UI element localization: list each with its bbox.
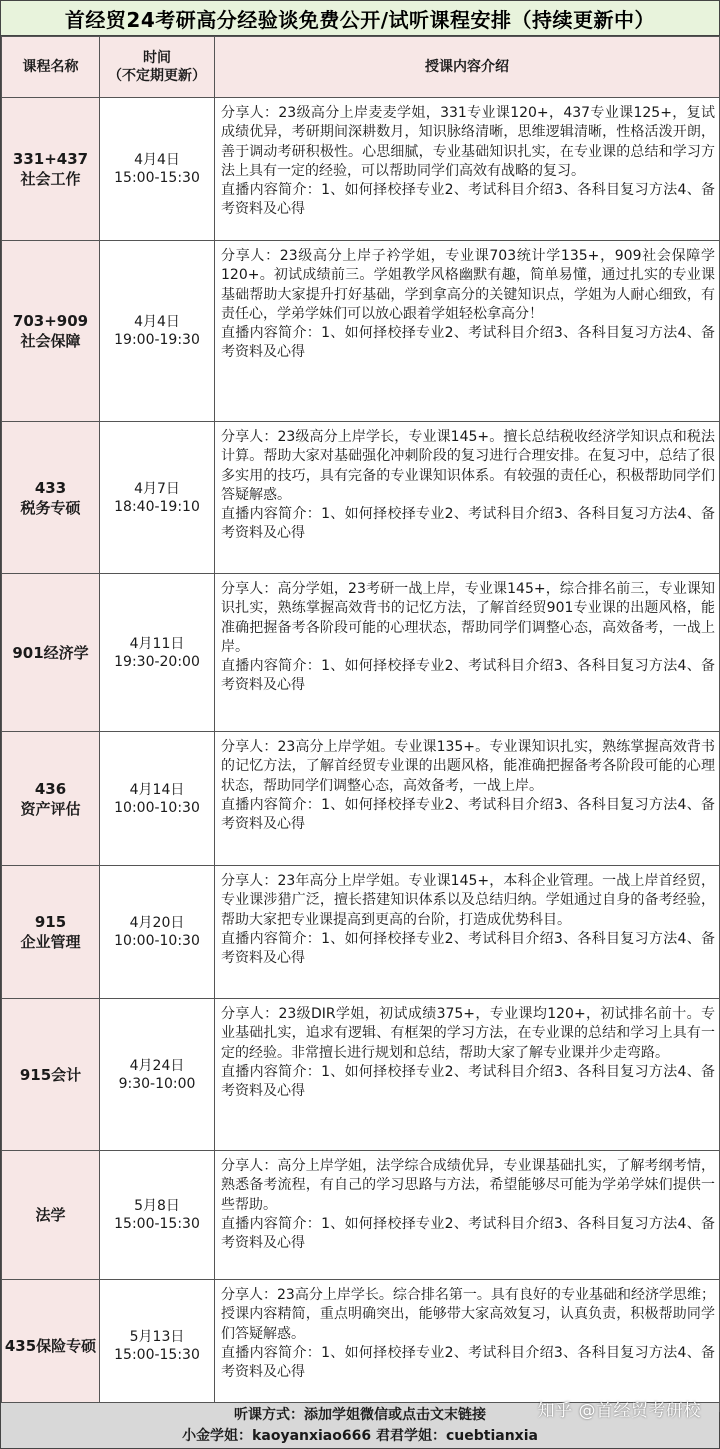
- course-name: 法学: [35, 1206, 66, 1224]
- course-description-cell: [215, 98, 720, 241]
- presenter-intro: 分享人：23级高分上岸学长，专业课145+。擅长总结税收经济学知识点和税法计算。帮助大家对基础强化冲刺阶段的复习进行合理安排。在复习中，总结了很多实用的技巧，具有完备的专业课知识体系。有较强的责任心，积极帮助同学们答疑解惑。: [221, 429, 715, 503]
- footer-listen-method: 听课方式：添加学姐微信或点击文末链接: [234, 1407, 486, 1423]
- live-content-summary: 直播内容简介：1、如何择校择专业2、考试科目介绍3、各科目复习方法4、备考资料及心得: [221, 658, 715, 694]
- header-time-label: 时间: [143, 50, 171, 66]
- header-course-name: 课程名称: [2, 37, 100, 98]
- course-name-cell: [2, 98, 100, 241]
- course-date: 4月11日: [129, 635, 185, 652]
- footer-bar: [1, 1402, 719, 1448]
- course-name: 915: [34, 913, 67, 931]
- course-time: 9:30-10:00: [118, 1075, 196, 1092]
- course-description-cell: [215, 866, 720, 999]
- course-name-cell: [2, 241, 100, 422]
- course-description-cell: [215, 732, 720, 866]
- table-row: [2, 574, 720, 732]
- course-name: 703+909: [12, 312, 89, 330]
- course-name-cell: [2, 1151, 100, 1280]
- course-time: 10:00-10:30: [114, 799, 200, 816]
- header-time-note: （不定期更新）: [108, 68, 206, 84]
- course-time: 18:40-19:10: [114, 498, 200, 515]
- course-name: 436: [34, 779, 67, 798]
- course-date: 4月4日: [134, 152, 180, 168]
- course-date: 4月20日: [129, 915, 185, 931]
- course-description-cell: [215, 999, 720, 1151]
- course-time: 10:00-10:30: [114, 933, 200, 949]
- live-content-summary: 直播内容简介：1、如何择校择专业2、考试科目介绍3、各科目复习方法4、备考资料及心得: [221, 325, 715, 361]
- course-date: 5月13日: [129, 1328, 185, 1345]
- schedule-time-cell: [100, 1280, 215, 1412]
- course-date: 4月7日: [134, 480, 180, 497]
- page-title: 首经贸24考研高分经验谈免费公开/试听课程安排（持续更新中）: [1, 1, 719, 36]
- presenter-intro: 分享人：23高分上岸学姐。专业课135+。专业课知识扎实，熟练掌握高效背书的记忆方法，了解首经贸专业课的出题风格，能准确把握备考各阶段可能的心理状态，帮助同学们调整心态，高效备考，一战上岸。: [221, 739, 715, 794]
- live-content-summary: 直播内容简介：1、如何择校择专业2、考试科目介绍3、各科目复习方法4、备考资料及心得: [221, 930, 715, 967]
- schedule-time-cell: [100, 98, 215, 241]
- course-name-cell: [2, 574, 100, 732]
- schedule-time-cell: [100, 1151, 215, 1280]
- course-name-cell: [2, 732, 100, 866]
- course-time: 19:00-19:30: [114, 332, 200, 348]
- table-row: [2, 866, 720, 999]
- live-content-summary: 直播内容简介：1、如何择校择专业2、考试科目介绍3、各科目复习方法4、备考资料及心得: [221, 506, 715, 542]
- course-subject: 社会保障: [20, 332, 81, 350]
- live-content-summary: 直播内容简介：1、如何择校择专业2、考试科目介绍3、各科目复习方法4、备考资料及心得: [221, 1215, 715, 1252]
- course-subject: 资产评估: [20, 799, 81, 818]
- footer-contacts: 小金学姐：kaoyanxiao666 君君学姐：cuebtianxia: [182, 1428, 538, 1444]
- table-row: [2, 1151, 720, 1280]
- course-date: 5月8日: [134, 1198, 180, 1214]
- course-name-cell: [2, 866, 100, 999]
- table-row: [2, 98, 720, 241]
- schedule-time-cell: [100, 866, 215, 999]
- course-subject: 社会工作: [20, 170, 81, 188]
- schedule-time-cell: [100, 241, 215, 422]
- course-name: 901经济学: [12, 643, 89, 662]
- schedule-time-cell: [100, 574, 215, 732]
- live-content-summary: 直播内容简介：1、如何择校择专业2、考试科目介绍3、各科目复习方法4、备考资料及心得: [221, 1344, 715, 1381]
- table-row: [2, 422, 720, 574]
- course-time: 19:30-20:00: [114, 653, 200, 670]
- course-description-cell: [215, 241, 720, 422]
- table-header-row: [2, 37, 720, 98]
- presenter-intro: 分享人：23级高分上岸麦麦学姐，331专业课120+，437专业课125+，复试成绩优异，考研期间深耕数月，知识脉络清晰，思维逻辑清晰，性格活泼开朗，善于调动考研积极性。心思细腻，专业基础知识扎实，在专业课的总结和学习方法上具有一定的经验，可以帮助同学们高效有战略的复习。: [221, 105, 715, 179]
- course-description-cell: [215, 422, 720, 574]
- header-time: [100, 37, 215, 98]
- course-description-cell: [215, 1151, 720, 1280]
- live-content-summary: 直播内容简介：1、如何择校择专业2、考试科目介绍3、各科目复习方法4、备考资料及心得: [221, 796, 715, 833]
- schedule-time-cell: [100, 422, 215, 574]
- course-subject: 税务专硕: [20, 498, 81, 517]
- course-name: 435保险专硕: [4, 1336, 97, 1355]
- course-subject: 企业管理: [20, 933, 81, 951]
- course-description-cell: [215, 574, 720, 732]
- course-date: 4月4日: [134, 314, 180, 330]
- course-time: 15:00-15:30: [114, 1346, 200, 1363]
- table-row: [2, 732, 720, 866]
- course-name: 915会计: [19, 1065, 82, 1084]
- presenter-intro: 分享人：高分上岸学姐，法学综合成绩优异，专业课基础扎实，了解考纲考情，熟悉备考流程，有自己的学习思路与方法，希望能够尽可能为学弟学妹们提供一些帮助。: [221, 1158, 715, 1213]
- zhihu-watermark: 知乎 @首经贸考研校: [537, 1401, 701, 1421]
- course-date: 4月24日: [129, 1057, 185, 1074]
- course-name-cell: [2, 1280, 100, 1412]
- table-row: [2, 999, 720, 1151]
- table-row: [2, 1280, 720, 1412]
- presenter-intro: 分享人：23高分上岸学长。综合排名第一。具有良好的专业基础和经济学思维；授课内容精简，重点明确突出，能够带大家高效复习，认真负责，积极帮助同学们答疑解惑。: [221, 1287, 715, 1342]
- course-name: 331+437: [12, 150, 89, 168]
- presenter-intro: 分享人：23年高分上岸学姐。专业课145+，本科企业管理。一战上岸首经贸，专业课涉猎广泛，擅长搭建知识体系以及总结归纳。学姐通过自身的备考经验，帮助大家把专业课提高到更高的台阶，打造成优势科目。: [221, 873, 715, 928]
- course-time: 15:00-15:30: [114, 1216, 200, 1232]
- course-name: 433: [34, 478, 67, 497]
- presenter-intro: 分享人：23级DIR学姐，初试成绩375+，专业课均120+，初试排名前十。专业基础扎实，追求有逻辑、有框架的学习方法，在专业课的总结和学习上具有一定的经验。非常擅长进行规划和总结，帮助大家了解专业课并少走弯路。: [221, 1006, 715, 1061]
- schedule-table: [1, 36, 720, 1412]
- course-time: 15:00-15:30: [114, 170, 200, 186]
- presenter-intro: 分享人：高分学姐，23考研一战上岸，专业课145+，综合排名前三，专业课知识扎实，熟练掌握高效背书的记忆方法，了解首经贸901专业课的出题风格，能准确把握备考各阶段可能的心理状态，帮助同学们调整心态，高效备考，一战上岸。: [221, 581, 715, 655]
- header-content: 授课内容介绍: [215, 37, 720, 98]
- course-description-cell: [215, 1280, 720, 1412]
- course-date: 4月14日: [129, 781, 185, 798]
- course-name-cell: [2, 422, 100, 574]
- presenter-intro: 分享人：23级高分上岸子衿学姐，专业课703统计学135+，909社会保障学120+。初试成绩前三。学姐教学风格幽默有趣，简单易懂，通过扎实的专业课基础帮助大家提升打好基础，学到拿高分的关键知识点，学姐为人耐心细致，有责任心，学弟学妹们可以放心跟着学姐轻松拿高分！: [221, 248, 715, 322]
- table-row: [2, 241, 720, 422]
- schedule-time-cell: [100, 732, 215, 866]
- live-content-summary: 直播内容简介：1、如何择校择专业2、考试科目介绍3、各科目复习方法4、备考资料及心得: [221, 182, 715, 218]
- live-content-summary: 直播内容简介：1、如何择校择专业2、考试科目介绍3、各科目复习方法4、备考资料及心得: [221, 1063, 715, 1100]
- schedule-time-cell: [100, 999, 215, 1151]
- course-name-cell: [2, 999, 100, 1151]
